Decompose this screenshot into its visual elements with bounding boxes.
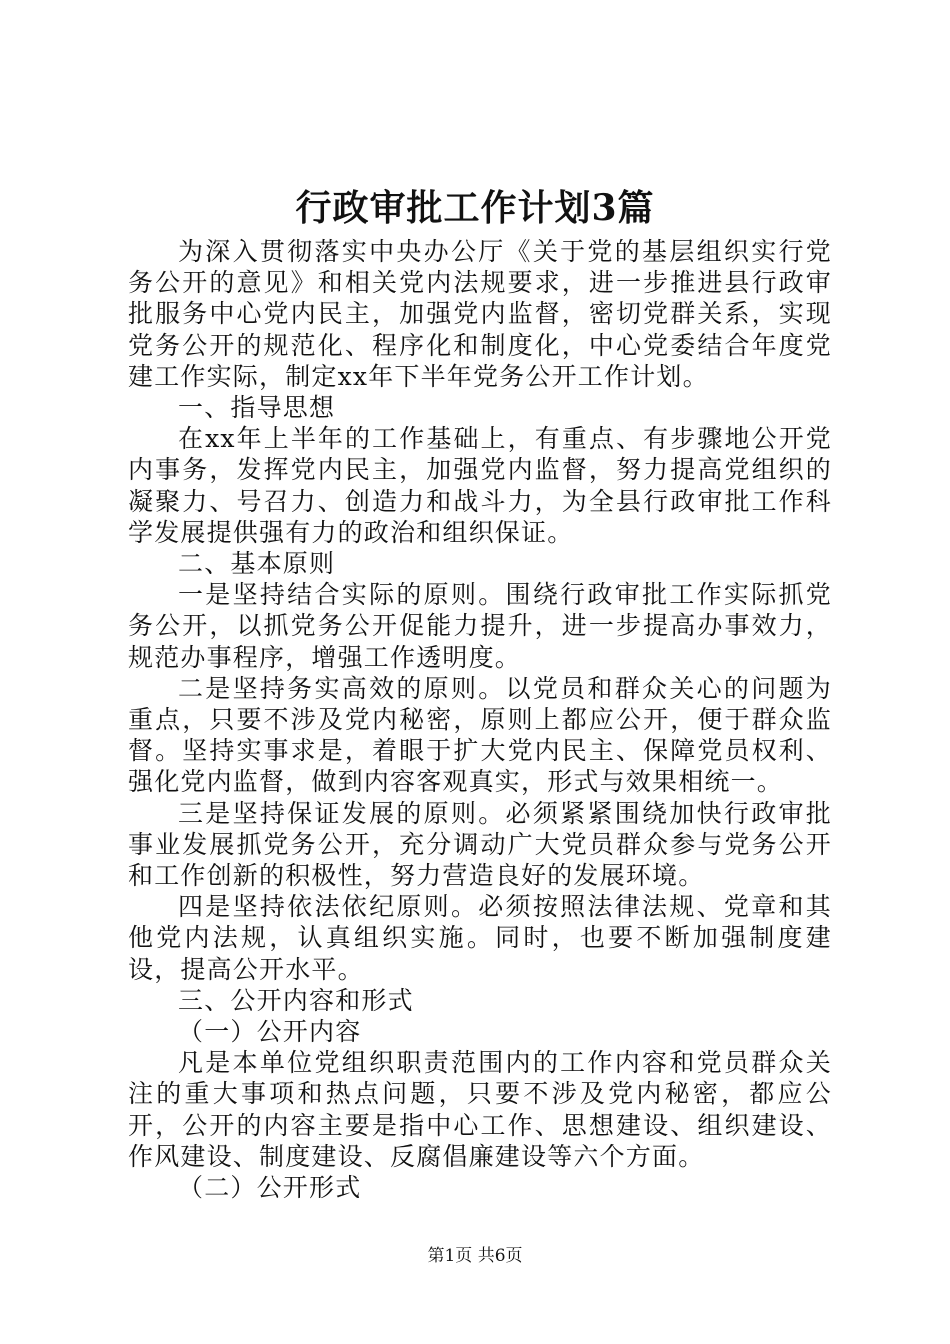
principle-four-paragraph: 四是坚持依法依纪原则。必须按照法律法规、党章和其他党内法规，认真组织实施。同时，也要不断加强制度建设，提高公开水平。 xyxy=(128,892,832,984)
section-heading-guiding-ideology: 一、指导思想 xyxy=(178,393,336,423)
principle-three-paragraph: 三是坚持保证发展的原则。必须紧紧围绕加快行政审批事业发展抓党务公开，充分调动广大党员群众参与党务公开和工作创新的积极性，努力营造良好的发展环境。 xyxy=(128,798,832,891)
page-number-footer: 第1页 共6页 xyxy=(427,1246,523,1266)
document-body xyxy=(128,236,832,1203)
guiding-ideology-paragraph: 在xx年上半年的工作基础上，有重点、有步骤地公开党内事务，发挥党内民主，加强党内监督，努力提高党组织的凝聚力、号召力、创造力和战斗力，为全县行政审批工作科学发展提供强有力的政治和组织保证。 xyxy=(128,424,832,547)
principle-two-paragraph: 二是坚持务实高效的原则。以党员和群众关心的问题为重点，只要不涉及党内秘密，原则上都应公开，便于群众监督。坚持实事求是，着眼于扩大党内民主、保障党员权利、强化党内监督，做到内容客观真实，形式与效果相统一。 xyxy=(128,673,832,797)
subsection-heading-form: （二）公开形式 xyxy=(178,1173,362,1203)
intro-paragraph: 为深入贯彻落实中央办公厅《关于党的基层组织实行党务公开的意见》和相关党内法规要求，进一步推进县行政审批服务中心党内民主，加强党内监督，密切党群关系，实现党务公开的规范化、程序化和制度化，中心党委结合年度党建工作实际，制定xx年下半年党务公开工作计划。 xyxy=(128,237,832,391)
disclosure-content-paragraph: 凡是本单位党组织职责范围内的工作内容和党员群众关注的重大事项和热点问题，只要不涉及党内秘密，都应公开，公开的内容主要是指中心工作、思想建设、组织建设、作风建设、制度建设、反腐倡廉建设等六个方面。 xyxy=(128,1048,832,1171)
document-title: 行政审批工作计划3篇 xyxy=(295,187,655,229)
principle-one-paragraph: 一是坚持结合实际的原则。围绕行政审批工作实际抓党务公开，以抓党务公开促能力提升，进一步提高办事效力，规范办事程序，增强工作透明度。 xyxy=(128,580,832,672)
section-heading-content-and-form: 三、公开内容和形式 xyxy=(178,985,414,1015)
subsection-heading-content: （一）公开内容 xyxy=(178,1017,362,1047)
section-heading-basic-principles: 二、基本原则 xyxy=(178,549,336,579)
